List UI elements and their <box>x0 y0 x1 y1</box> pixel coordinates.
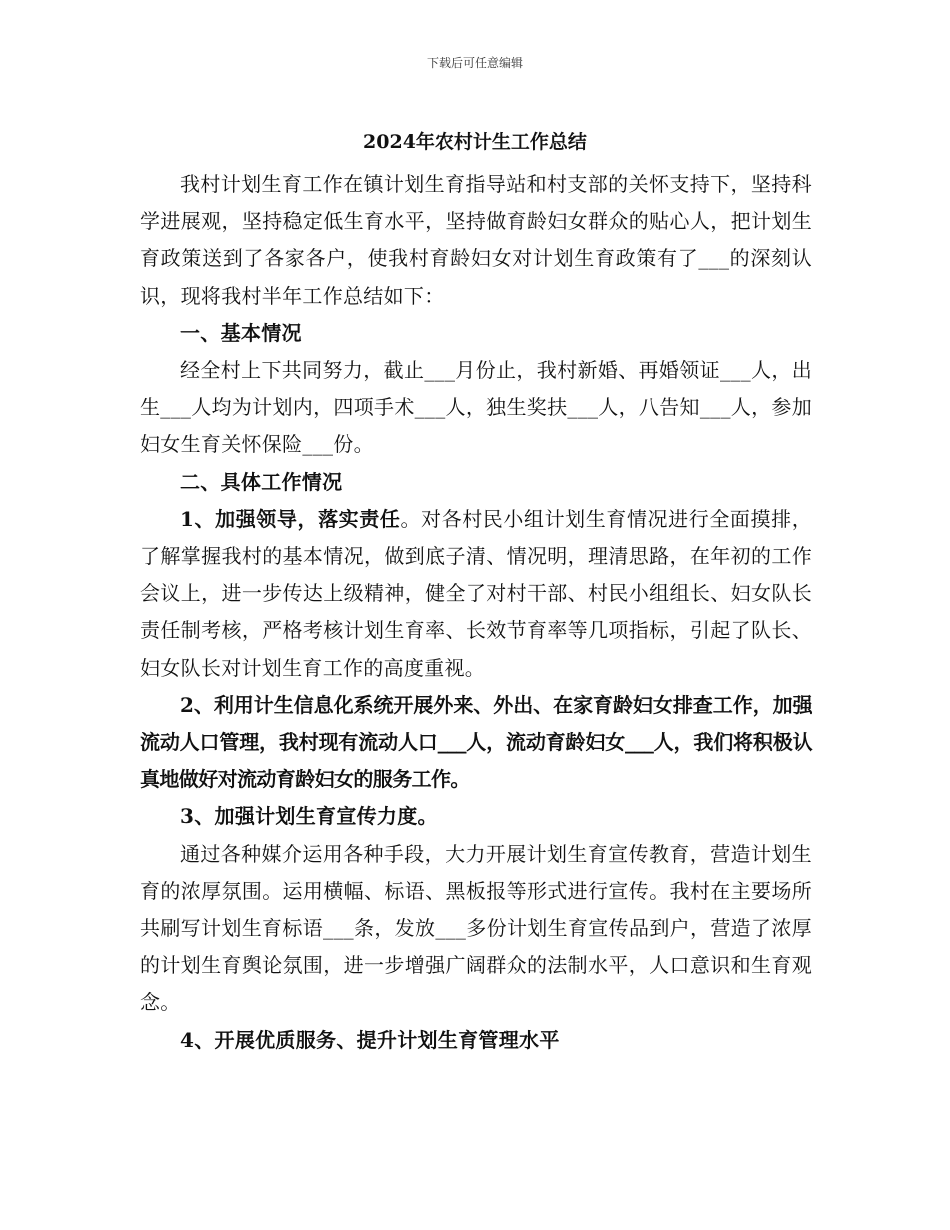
section2-heading: 二、具体工作情况 <box>180 469 343 494</box>
header-note: 下载后可任意编辑 <box>426 56 523 70</box>
item1-body: 。对各村民小组计划生育情况进行全面摸排，了解掌握我村的基本情况，做到底子清、情况明，理清思路，在年初的工作会议上，进一步传达上级精神，健全了对村干部、村民小组组长、妇女队长责任制考核，严格考核计划生育率、长效节育率等几项指标，引起了队长、妇女队长对计划生育工作的高度重视。 <box>140 506 812 680</box>
item1-lead: 1、加强领导，落实责任 <box>180 506 401 531</box>
item4-heading: 4、开展优质服务、提升计划生育管理水平 <box>180 1027 560 1052</box>
section1-heading: 一、基本情况 <box>180 320 302 345</box>
item2-paragraph: 2、利用计生信息化系统开展外来、外出、在家育龄妇女排查工作，加强流动人口管理，我村现有流动人口___人，流动育龄妇女___人，我们将积极认真地做好对流动育龄妇女的服务工作。 <box>140 692 812 792</box>
item3-heading: 3、加强计划生育宣传力度。 <box>180 804 438 829</box>
document-body <box>140 166 812 1059</box>
document-title: 2024年农村计生工作总结 <box>363 131 587 153</box>
item3-paragraph: 通过各种媒介运用各种手段，大力开展计划生育宣传教育，营造计划生育的浓厚氛围。运用横幅、标语、黑板报等形式进行宣传。我村在主要场所共刷写计划生育标语___条，发放___多份计划生育宣传品到户，营造了浓厚的计划生育舆论氛围，进一步增强广阔群众的法制水平，人口意识和生育观念。 <box>140 841 812 1015</box>
intro-paragraph: 我村计划生育工作在镇计划生育指导站和村支部的关怀支持下，坚持科学进展观，坚持稳定低生育水平，坚持做育龄妇女群众的贴心人，把计划生育政策送到了各家各户，使我村育龄妇女对计划生育政策有了___的深刻认识，现将我村半年工作总结如下： <box>140 172 812 308</box>
section1-paragraph: 经全村上下共同努力，截止___月份止，我村新婚、再婚领证___人，出生___人均为计划内，四项手术___人，独生奖扶___人，八告知___人，参加妇女生育关怀保险___份。 <box>140 358 812 457</box>
item1-paragraph <box>140 501 812 687</box>
